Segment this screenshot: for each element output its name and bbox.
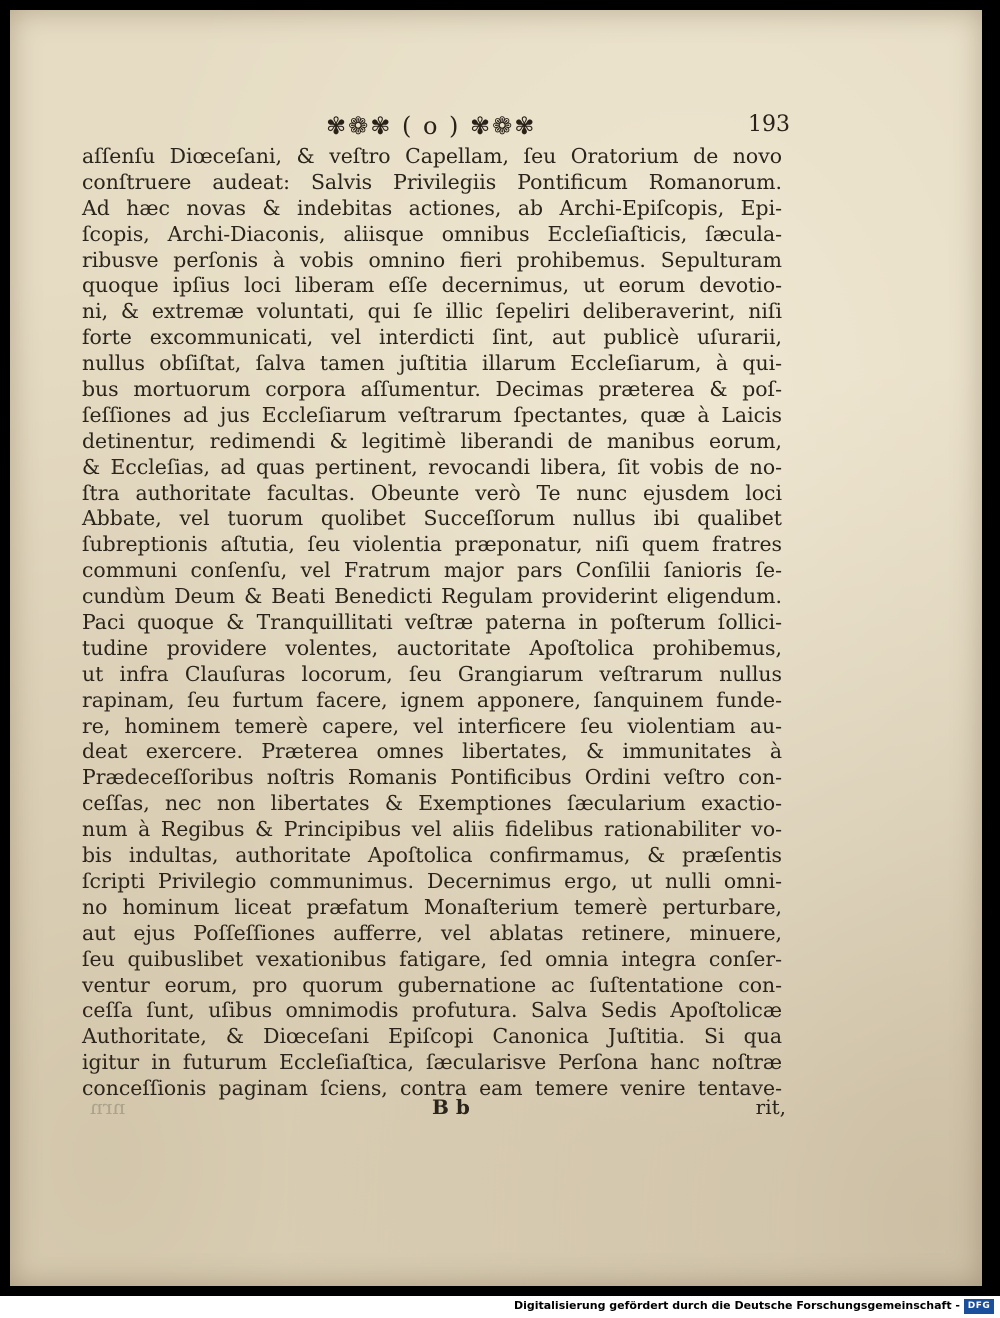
text-line: no hominum liceat præfatum Monaſterium temerè perturbare, — [82, 894, 782, 919]
catchword: rit, — [755, 1095, 786, 1119]
text-line: tudine providere volentes, auctoritate Apoſtolica prohibemus, — [82, 635, 782, 660]
text-line: Paci quoque & Tranquillitati veſtræ paterna in poſterum ſollici- — [82, 610, 782, 635]
text-line: ſcripti Privilegio communimus. Decernimus ergo, ut nulli omni- — [82, 868, 782, 893]
text-line: bis indultas, authoritate Apoſtolica confirmamus, & præſentis — [82, 843, 782, 868]
text-line: ribusve perſonis à vobis omnino fieri prohibemus. Sepulturam — [82, 247, 782, 272]
text-line: deat exercere. Præterea omnes libertates, & immunitates à — [82, 739, 782, 764]
text-line: ni, & extremæ voluntati, qui ſe illic ſepeliri deliberaverint, niſi — [82, 299, 782, 324]
text-line: nullus obſiſtat, ſalva tamen juſtitia illarum Eccleſiarum, à qui- — [82, 351, 782, 376]
text-line: bus mortuorum corpora aſſumentur. Decimas præterea & poſ- — [82, 377, 782, 402]
text-line: forte excommunicati, vel interdicti ſint, aut publicè uſurarii, — [82, 325, 782, 350]
text-line: ſcopis, Archi-Diaconis, aliisque omnibus Eccleſiaſticis, ſæcula- — [82, 221, 782, 246]
text-line: Abbate, vel tuorum quolibet Succeſſorum nullus ibi qualibet — [82, 506, 782, 531]
text-line: ut infra Clauſuras locorum, ſeu Grangiarum veſtrarum nullus — [82, 661, 782, 686]
text-line: ſubreptionis aſtutia, ſeu violentia præponatur, niſi quem fratres — [82, 532, 782, 557]
text-line: conceſſionis paginam ſciens, contra eam temere venire tentave- — [82, 1076, 782, 1101]
text-line: aut ejus Poſſeſſiones aufferre, vel ablatas retinere, minuere, — [82, 920, 782, 945]
dfg-logo: DFG — [964, 1299, 994, 1314]
text-line: ſtra authoritate facultas. Obeunte verò Te nunc ejusdem loci — [82, 480, 782, 505]
signature-mark: B b — [432, 1095, 470, 1119]
text-line: ſeſſiones ad jus Eccleſiarum veſtrarum ſpectantes, quæ à Laicis — [82, 402, 782, 427]
book-page — [10, 10, 982, 1286]
text-line: communi conſenſu, vel Fratrum major pars Conſilii ſanioris ſe- — [82, 558, 782, 583]
text-line: conſtruere audeat: Salvis Privilegiis Pontificum Romanorum. — [82, 169, 782, 194]
text-line: ſeu quibuslibet vexationibus fatigare, ſed omnia integra conſer- — [82, 946, 782, 971]
text-line: ceſſa ſunt, uſibus omnimodis profutura. Salva Sedis Apoſtolicæ — [82, 998, 782, 1023]
text-line: & Eccleſias, ad quas pertinent, revocandi libera, ſit vobis de no- — [82, 454, 782, 479]
text-line: rapinam, ſeu furtum facere, ignem apponere, ſanquinem funde- — [82, 687, 782, 712]
text-line: ceſſas, nec non libertates & Exemptiones ſæcularium exactio- — [82, 791, 782, 816]
text-line: quoque ipſius loci liberam eſſe decernimus, ut eorum devotio- — [82, 273, 782, 298]
body-text — [82, 144, 782, 1102]
footer-bar — [0, 1296, 1000, 1318]
footer-credit: Digitalisierung gefördert durch die Deutsche Forschungsgemeinschaft - — [513, 1299, 960, 1312]
text-line: cundùm Deum & Beati Benedicti Regulam providerint eligendum. — [82, 584, 782, 609]
bleed-through-text: nrn — [90, 1095, 126, 1119]
text-line: Authoritate, & Diœceſani Epiſcopi Canonica Juſtitia. Si qua — [82, 1024, 782, 1049]
text-line: detinentur, redimendi & legitimè liberandi de manibus eorum, — [82, 428, 782, 453]
page-number: 193 — [748, 112, 790, 137]
header-ornament: ✾❁✾ ( o ) ✾❁✾ — [326, 112, 537, 140]
text-line: ventur eorum, pro quorum gubernatione ac ſuſtentatione con- — [82, 972, 782, 997]
text-line: igitur in futurum Eccleſiaſtica, ſæcularisve Perſona hanc noſtræ — [82, 1050, 782, 1075]
text-line: Ad hæc novas & indebitas actiones, ab Archi-Epiſcopis, Epi- — [82, 195, 782, 220]
text-line: aſſenſu Diœceſani, & veſtro Capellam, ſeu Oratorium de novo — [82, 144, 782, 168]
text-line: re, hominem temerè capere, vel interficere ſeu violentiam au- — [82, 713, 782, 738]
running-head — [82, 110, 790, 140]
text-line: Prædeceſſoribus noſtris Romanis Pontificibus Ordini veſtro con- — [82, 765, 782, 790]
text-line: num à Regibus & Principibus vel aliis fidelibus rationabiliter vo- — [82, 817, 782, 842]
